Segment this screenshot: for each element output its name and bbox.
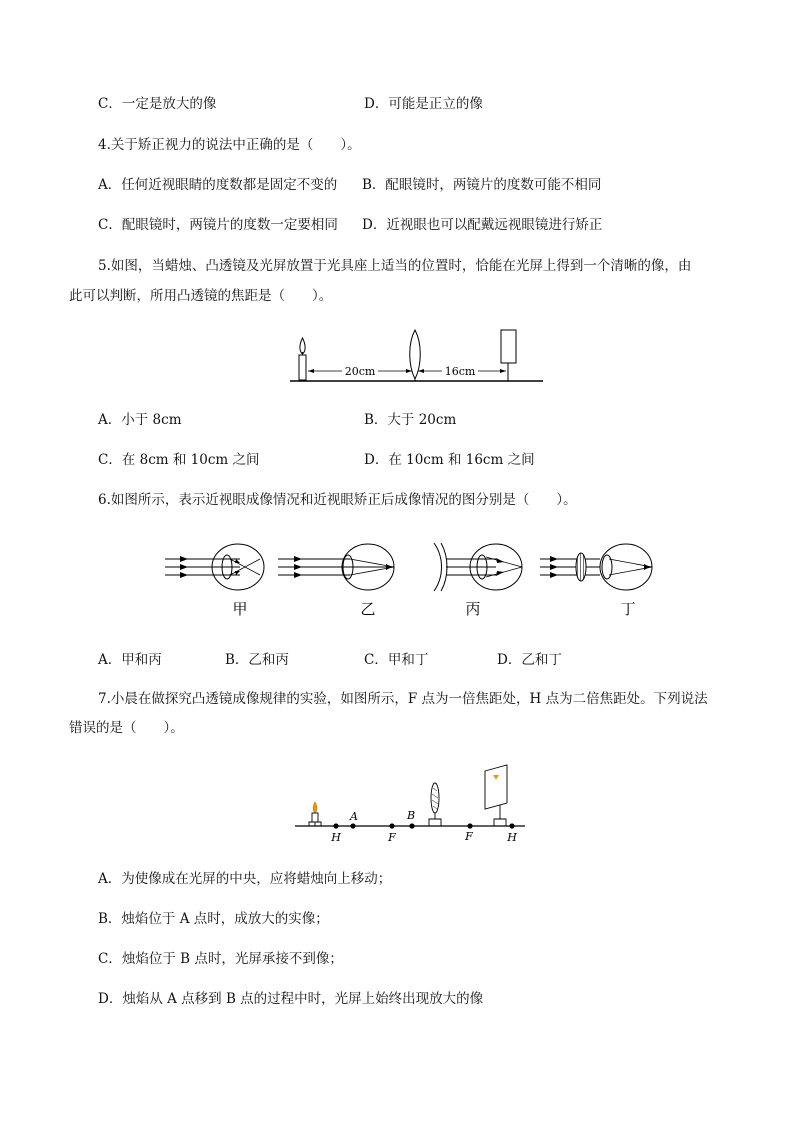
q5-option-b: B．大于 20cm bbox=[364, 412, 457, 428]
q4-option-a: A．任何近视眼睛的度数都是固定不变的 bbox=[98, 177, 338, 193]
q6-eye-diagrams-figure bbox=[160, 535, 660, 620]
eye-diagram-1 bbox=[165, 544, 264, 590]
screen-icon bbox=[501, 330, 516, 363]
eye-diagram-2 bbox=[278, 544, 394, 590]
convex-lens-icon bbox=[576, 553, 586, 581]
point-B bbox=[409, 823, 414, 828]
eye-label-3: 丙 bbox=[465, 600, 481, 618]
label-A: A bbox=[350, 810, 358, 823]
eye-label-1: 甲 bbox=[232, 600, 248, 618]
point-H1 bbox=[333, 823, 338, 828]
q7-option-c: C．烛焰位于 B 点时，光屏承接不到像； bbox=[98, 951, 343, 967]
eye-label-4: 丁 bbox=[620, 600, 636, 618]
label-F1: F bbox=[388, 831, 396, 844]
dist-label-1: 20cm bbox=[344, 365, 376, 378]
label-F2: F bbox=[465, 830, 473, 843]
q4-option-d: D．近视眼也可以配戴远视眼镜进行矫正 bbox=[362, 217, 603, 233]
q6-option-a: A．甲和丙 bbox=[98, 652, 162, 668]
label-H1: H bbox=[331, 831, 341, 844]
convex-lens-icon bbox=[429, 783, 441, 826]
point-F2 bbox=[467, 823, 472, 828]
q5-option-c: C．在 8cm 和 10cm 之间 bbox=[98, 452, 260, 468]
q4-stem: 4.关于矫正视力的说法中正确的是（ ）。 bbox=[98, 137, 361, 153]
screen-icon bbox=[485, 765, 507, 826]
dist-label-2: 16cm bbox=[444, 365, 476, 378]
q3-option-d: D．可能是正立的像 bbox=[364, 96, 483, 112]
point-H2 bbox=[509, 823, 514, 828]
eye-label-2: 乙 bbox=[360, 600, 376, 618]
q6-option-c: C．甲和丁 bbox=[364, 652, 429, 668]
q7-optical-bench-figure bbox=[295, 755, 530, 850]
q6-stem: 6.如图所示，表示近视眼成像情况和近视眼矫正后成像情况的图分别是（ ）。 bbox=[98, 492, 577, 508]
q5-stem-line2: 此可以判断，所用凸透镜的焦距是（ ）。 bbox=[69, 288, 333, 304]
candle-icon bbox=[309, 802, 321, 826]
candle-icon bbox=[299, 338, 306, 380]
q4-option-b: B．配眼镜时，两镜片的度数可能不相同 bbox=[362, 177, 602, 193]
q7-option-d: D．烛焰从 A 点移到 B 点的过程中时，光屏上始终出现放大的像 bbox=[98, 991, 484, 1007]
q5-option-a: A．小于 8cm bbox=[98, 412, 182, 428]
q6-option-d: D．乙和丁 bbox=[497, 652, 562, 668]
q3-option-c: C．一定是放大的像 bbox=[98, 96, 217, 112]
point-F1 bbox=[389, 823, 394, 828]
eye-diagram-3 bbox=[434, 543, 522, 591]
q4-option-c: C．配眼镜时，两镜片的度数一定要相同 bbox=[98, 217, 338, 233]
q5-stem-line1: 5.如图，当蜡烛、凸透镜及光屏放置于光具座上适当的位置时，恰能在光屏上得到一个清晰的像，由 bbox=[98, 258, 692, 274]
q7-option-a: A．为使像成在光屏的中央，应将蜡烛向上移动； bbox=[98, 871, 392, 887]
point-A bbox=[350, 823, 355, 828]
q5-option-d: D．在 10cm 和 16cm 之间 bbox=[364, 452, 535, 468]
convex-lens-icon bbox=[410, 330, 421, 379]
q5-optical-bench-figure bbox=[290, 325, 550, 390]
q7-option-b: B．烛焰位于 A 点时，成放大的实像； bbox=[98, 911, 329, 927]
label-B: B bbox=[406, 809, 416, 822]
q7-stem-line1: 7.小晨在做探究凸透镜成像规律的实验，如图所示，F 点为一倍焦距处，H 点为二倍焦距处。下列说法 bbox=[98, 691, 708, 707]
label-H2: H bbox=[507, 831, 517, 844]
eye-diagram-4 bbox=[540, 544, 652, 590]
q7-stem-line2: 错误的是（ ）。 bbox=[69, 720, 184, 736]
q6-option-b: B．乙和丙 bbox=[225, 652, 289, 668]
